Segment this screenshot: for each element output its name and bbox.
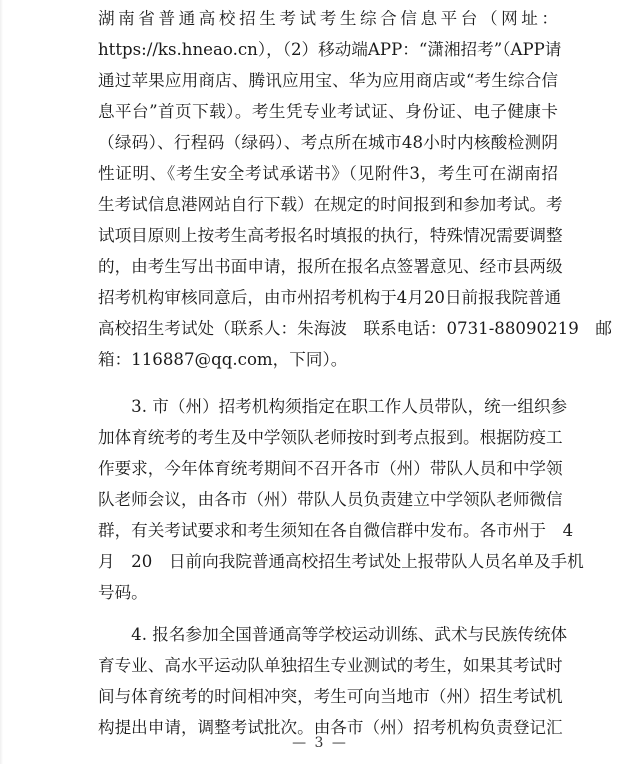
- page-number: — 3 —: [292, 735, 348, 751]
- text-line: 3. 市（州）招考机构须指定在职工作人员带队，统一组织参: [98, 397, 568, 416]
- text-line: 息平台”首页下载）。考生凭专业考试证、身份证、电子健康卡: [98, 102, 558, 121]
- text-line: 4. 报名参加全国普通高等学校运动训练、武术与民族传统体: [98, 625, 568, 644]
- text-line: 月 20 日前向我院普通高校招生考试处上报带队人员名单及手机: [98, 552, 584, 571]
- text-line: 生考试信息港网站自行下载）在规定的时间报到和参加考试。考: [98, 195, 563, 214]
- paragraph-item-4: [98, 619, 568, 743]
- text-line: 队老师会议，由各市（州）带队人员负责建立中学领队老师微信: [98, 490, 563, 509]
- paragraph-registration: [98, 3, 612, 375]
- text-line: 箱：116887@qq.com，下同）。: [98, 350, 348, 369]
- text-line: 性证明、《考生安全考试承诺书》（见附件3，考生可在湖南招: [98, 164, 558, 183]
- text-line: 招考机构审核同意后，由市州招考机构于4月20日前报我院普通: [98, 288, 562, 307]
- text-line: 的，由考生写出书面申请，报所在报名点签署意见、经市县两级: [98, 257, 563, 276]
- paragraph-item-3: [98, 391, 584, 608]
- text-line: 作要求，今年体育统考期间不召开各市（州）带队人员和中学领: [98, 459, 563, 478]
- text-line: （绿码）、行程码（绿码）、考点所在城市48小时内核酸检测阴: [98, 133, 558, 152]
- text-line: 间与体育统考的时间相冲突，考生可向当地市（州）招生考试机: [98, 687, 563, 706]
- scan-edge-shadow: [0, 0, 3, 764]
- text-line: 湖南省普通高校招生考试考生综合信息平台（网址：: [98, 9, 558, 28]
- text-line: https://ks.hneao.cn），（2）移动端APP：“潇湘招考”（APP请: [98, 40, 562, 59]
- text-line: 育专业、高水平运动队单独招生专业测试的考生，如果其考试时: [98, 656, 563, 675]
- text-line: 群，有关考试要求和考生须知在各自微信群中发布。各市州于 4: [98, 521, 574, 540]
- text-line: 试项目原则上按考生高考报名时填报的执行，特殊情况需要调整: [98, 226, 563, 245]
- text-line: 构提出申请，调整考试批次。由各市（州）招考机构负责登记汇: [98, 718, 563, 737]
- text-line: 通过苹果应用商店、腾讯应用宝、华为应用商店或“考生综合信: [98, 71, 558, 90]
- text-line: 加体育统考的考生及中学领队老师按时到考点报到。根据防疫工: [98, 428, 563, 447]
- text-line: 高校招生考试处（联系人：朱海波 联系电话：0731-88090219 邮: [98, 319, 612, 338]
- text-line: 号码。: [98, 583, 148, 602]
